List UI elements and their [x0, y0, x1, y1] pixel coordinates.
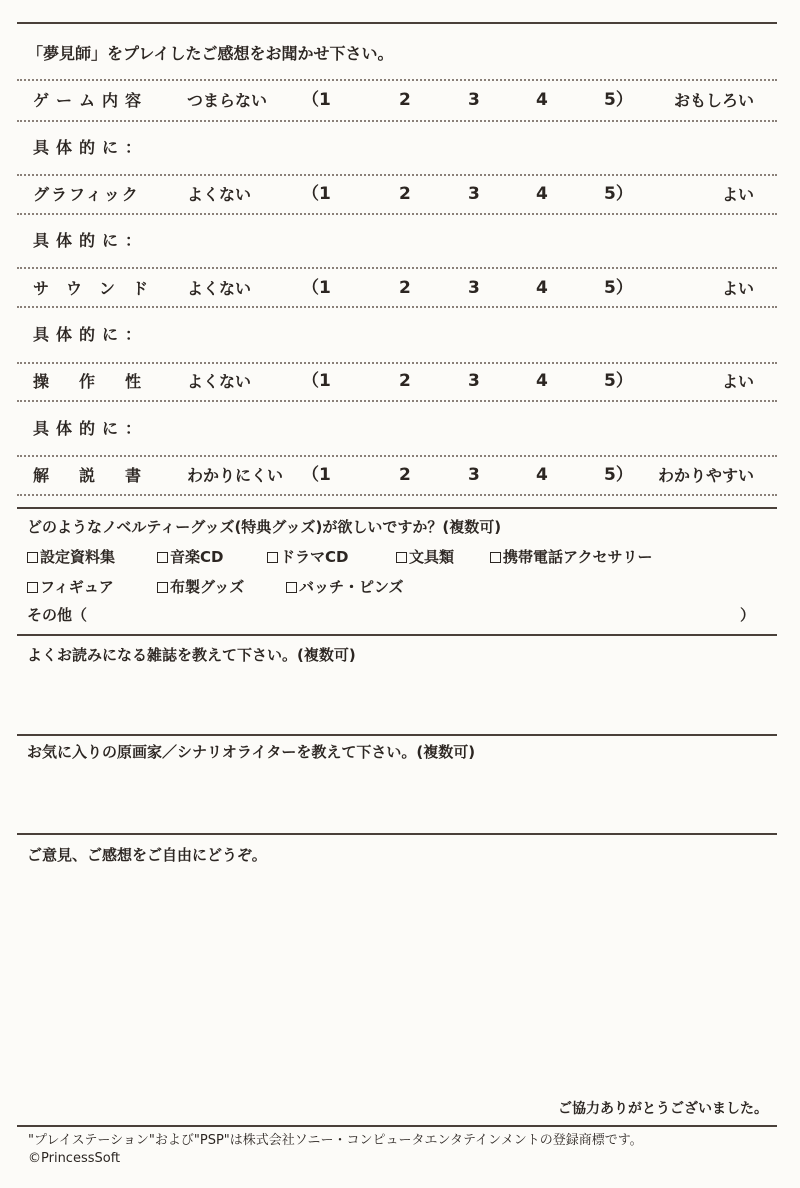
footer-rule: [17, 1125, 777, 1127]
rating-low: よくない: [187, 279, 252, 298]
checkbox[interactable]: [490, 552, 501, 563]
rating-high: よい: [721, 279, 754, 298]
option-label: 音楽CD: [170, 548, 224, 566]
checkbox[interactable]: [27, 552, 38, 563]
rating-4[interactable]: 4: [536, 465, 548, 485]
divider: [17, 400, 777, 402]
rating-4[interactable]: 4: [536, 184, 548, 204]
trademark-notice: "プレイステーション"および"PSP"は株式会社ソニー・コンピュータエンタテインメントの登録商標です。: [28, 1133, 643, 1148]
option-label: 布製グッズ: [170, 578, 245, 596]
rating-2[interactable]: 2: [399, 465, 411, 485]
goods-option[interactable]: [267, 550, 348, 565]
rating-low: よくない: [187, 372, 252, 391]
specific-label: 具体的に：: [33, 325, 149, 344]
other-label: その他（: [27, 606, 88, 624]
rating-4[interactable]: 4: [536, 371, 548, 391]
rating-2[interactable]: 2: [399, 278, 411, 298]
checkbox[interactable]: [286, 582, 297, 593]
checkbox[interactable]: [157, 582, 168, 593]
divider: [17, 174, 777, 176]
rating-3[interactable]: 3: [468, 278, 480, 298]
thanks-text: ご協力ありがとうございました。: [558, 1101, 768, 1117]
survey-title: 「夢見師」をプレイしたご感想をお聞かせ下さい。: [27, 44, 394, 63]
divider: [17, 213, 777, 215]
rating-label: グラフィック: [33, 185, 140, 204]
specific-label: 具体的に：: [33, 419, 149, 438]
goods-option[interactable]: [27, 550, 115, 565]
rating-4[interactable]: 4: [536, 278, 548, 298]
divider: [17, 306, 777, 308]
rating-label: 解説書: [33, 466, 172, 485]
divider: [17, 120, 777, 122]
option-label: フィギュア: [40, 578, 114, 596]
opinion-answer-area[interactable]: [17, 872, 777, 1092]
option-label: 文具類: [409, 548, 455, 566]
divider: [17, 267, 777, 269]
rating-close[interactable]: 5）: [604, 465, 633, 485]
divider: [17, 494, 777, 496]
rating-3[interactable]: 3: [468, 90, 480, 110]
rating-close[interactable]: 5）: [604, 90, 633, 110]
rating-open[interactable]: （1: [302, 278, 331, 298]
checkbox[interactable]: [27, 582, 38, 593]
divider: [17, 362, 777, 364]
rating-close[interactable]: 5）: [604, 371, 633, 391]
rating-high: よい: [721, 372, 754, 391]
rating-2[interactable]: 2: [399, 184, 411, 204]
rating-low: わかりにくい: [187, 466, 284, 485]
section-rule: [17, 833, 777, 835]
rating-close[interactable]: 5）: [604, 278, 633, 298]
goods-option[interactable]: [396, 550, 454, 565]
rating-high: よい: [721, 185, 754, 204]
section-rule: [17, 507, 777, 509]
divider: [17, 79, 777, 81]
option-label: 携帯電話アクセサリー: [503, 548, 653, 566]
divider: [17, 455, 777, 457]
checkbox[interactable]: [157, 552, 168, 563]
rating-close[interactable]: 5）: [604, 184, 633, 204]
rating-open[interactable]: （1: [302, 90, 331, 110]
goods-option[interactable]: [490, 550, 653, 565]
goods-option[interactable]: [157, 580, 244, 595]
rating-3[interactable]: 3: [468, 371, 480, 391]
rating-2[interactable]: 2: [399, 90, 411, 110]
rating-low: つまらない: [187, 91, 268, 110]
artists-question: お気に入りの原画家／シナリオライターを教えて下さい。(複数可): [27, 743, 476, 761]
option-label: バッチ・ピンズ: [299, 578, 404, 596]
checkbox[interactable]: [267, 552, 278, 563]
rating-open[interactable]: （1: [302, 184, 331, 204]
artists-answer-area[interactable]: [17, 770, 777, 828]
section-rule: [17, 734, 777, 736]
rating-2[interactable]: 2: [399, 371, 411, 391]
rating-open[interactable]: （1: [302, 465, 331, 485]
specific-label: 具体的に：: [33, 138, 149, 157]
rating-label: ゲーム内容: [33, 91, 149, 110]
opinion-prompt: ご意見、ご感想をご自由にどうぞ。: [27, 846, 267, 864]
rating-open[interactable]: （1: [302, 371, 331, 391]
rating-4[interactable]: 4: [536, 90, 548, 110]
rating-3[interactable]: 3: [468, 465, 480, 485]
goods-option[interactable]: [286, 580, 404, 595]
rating-label: サウンド: [33, 279, 166, 298]
magazines-answer-area[interactable]: [17, 672, 777, 730]
rating-high: おもしろい: [673, 91, 754, 110]
section-rule: [17, 634, 777, 636]
option-label: 設定資料集: [40, 548, 116, 566]
specific-label: 具体的に：: [33, 231, 149, 250]
rating-low: よくない: [187, 185, 252, 204]
checkbox[interactable]: [396, 552, 407, 563]
rating-3[interactable]: 3: [468, 184, 480, 204]
goods-option[interactable]: [27, 580, 114, 595]
rating-high: わかりやすい: [657, 466, 754, 485]
top-rule: [17, 22, 777, 24]
goods-option[interactable]: [157, 550, 223, 565]
goods-question: どのようなノベルティーグッズ(特典グッズ)が欲しいですか？(複数可): [27, 518, 502, 536]
copyright: ©PrincessSoft: [28, 1151, 121, 1166]
rating-label: 操作性: [33, 372, 172, 391]
option-label: ドラマCD: [280, 548, 349, 566]
magazines-question: よくお読みになる雑誌を教えて下さい。(複数可): [27, 646, 356, 664]
other-input[interactable]: ）: [740, 606, 756, 624]
